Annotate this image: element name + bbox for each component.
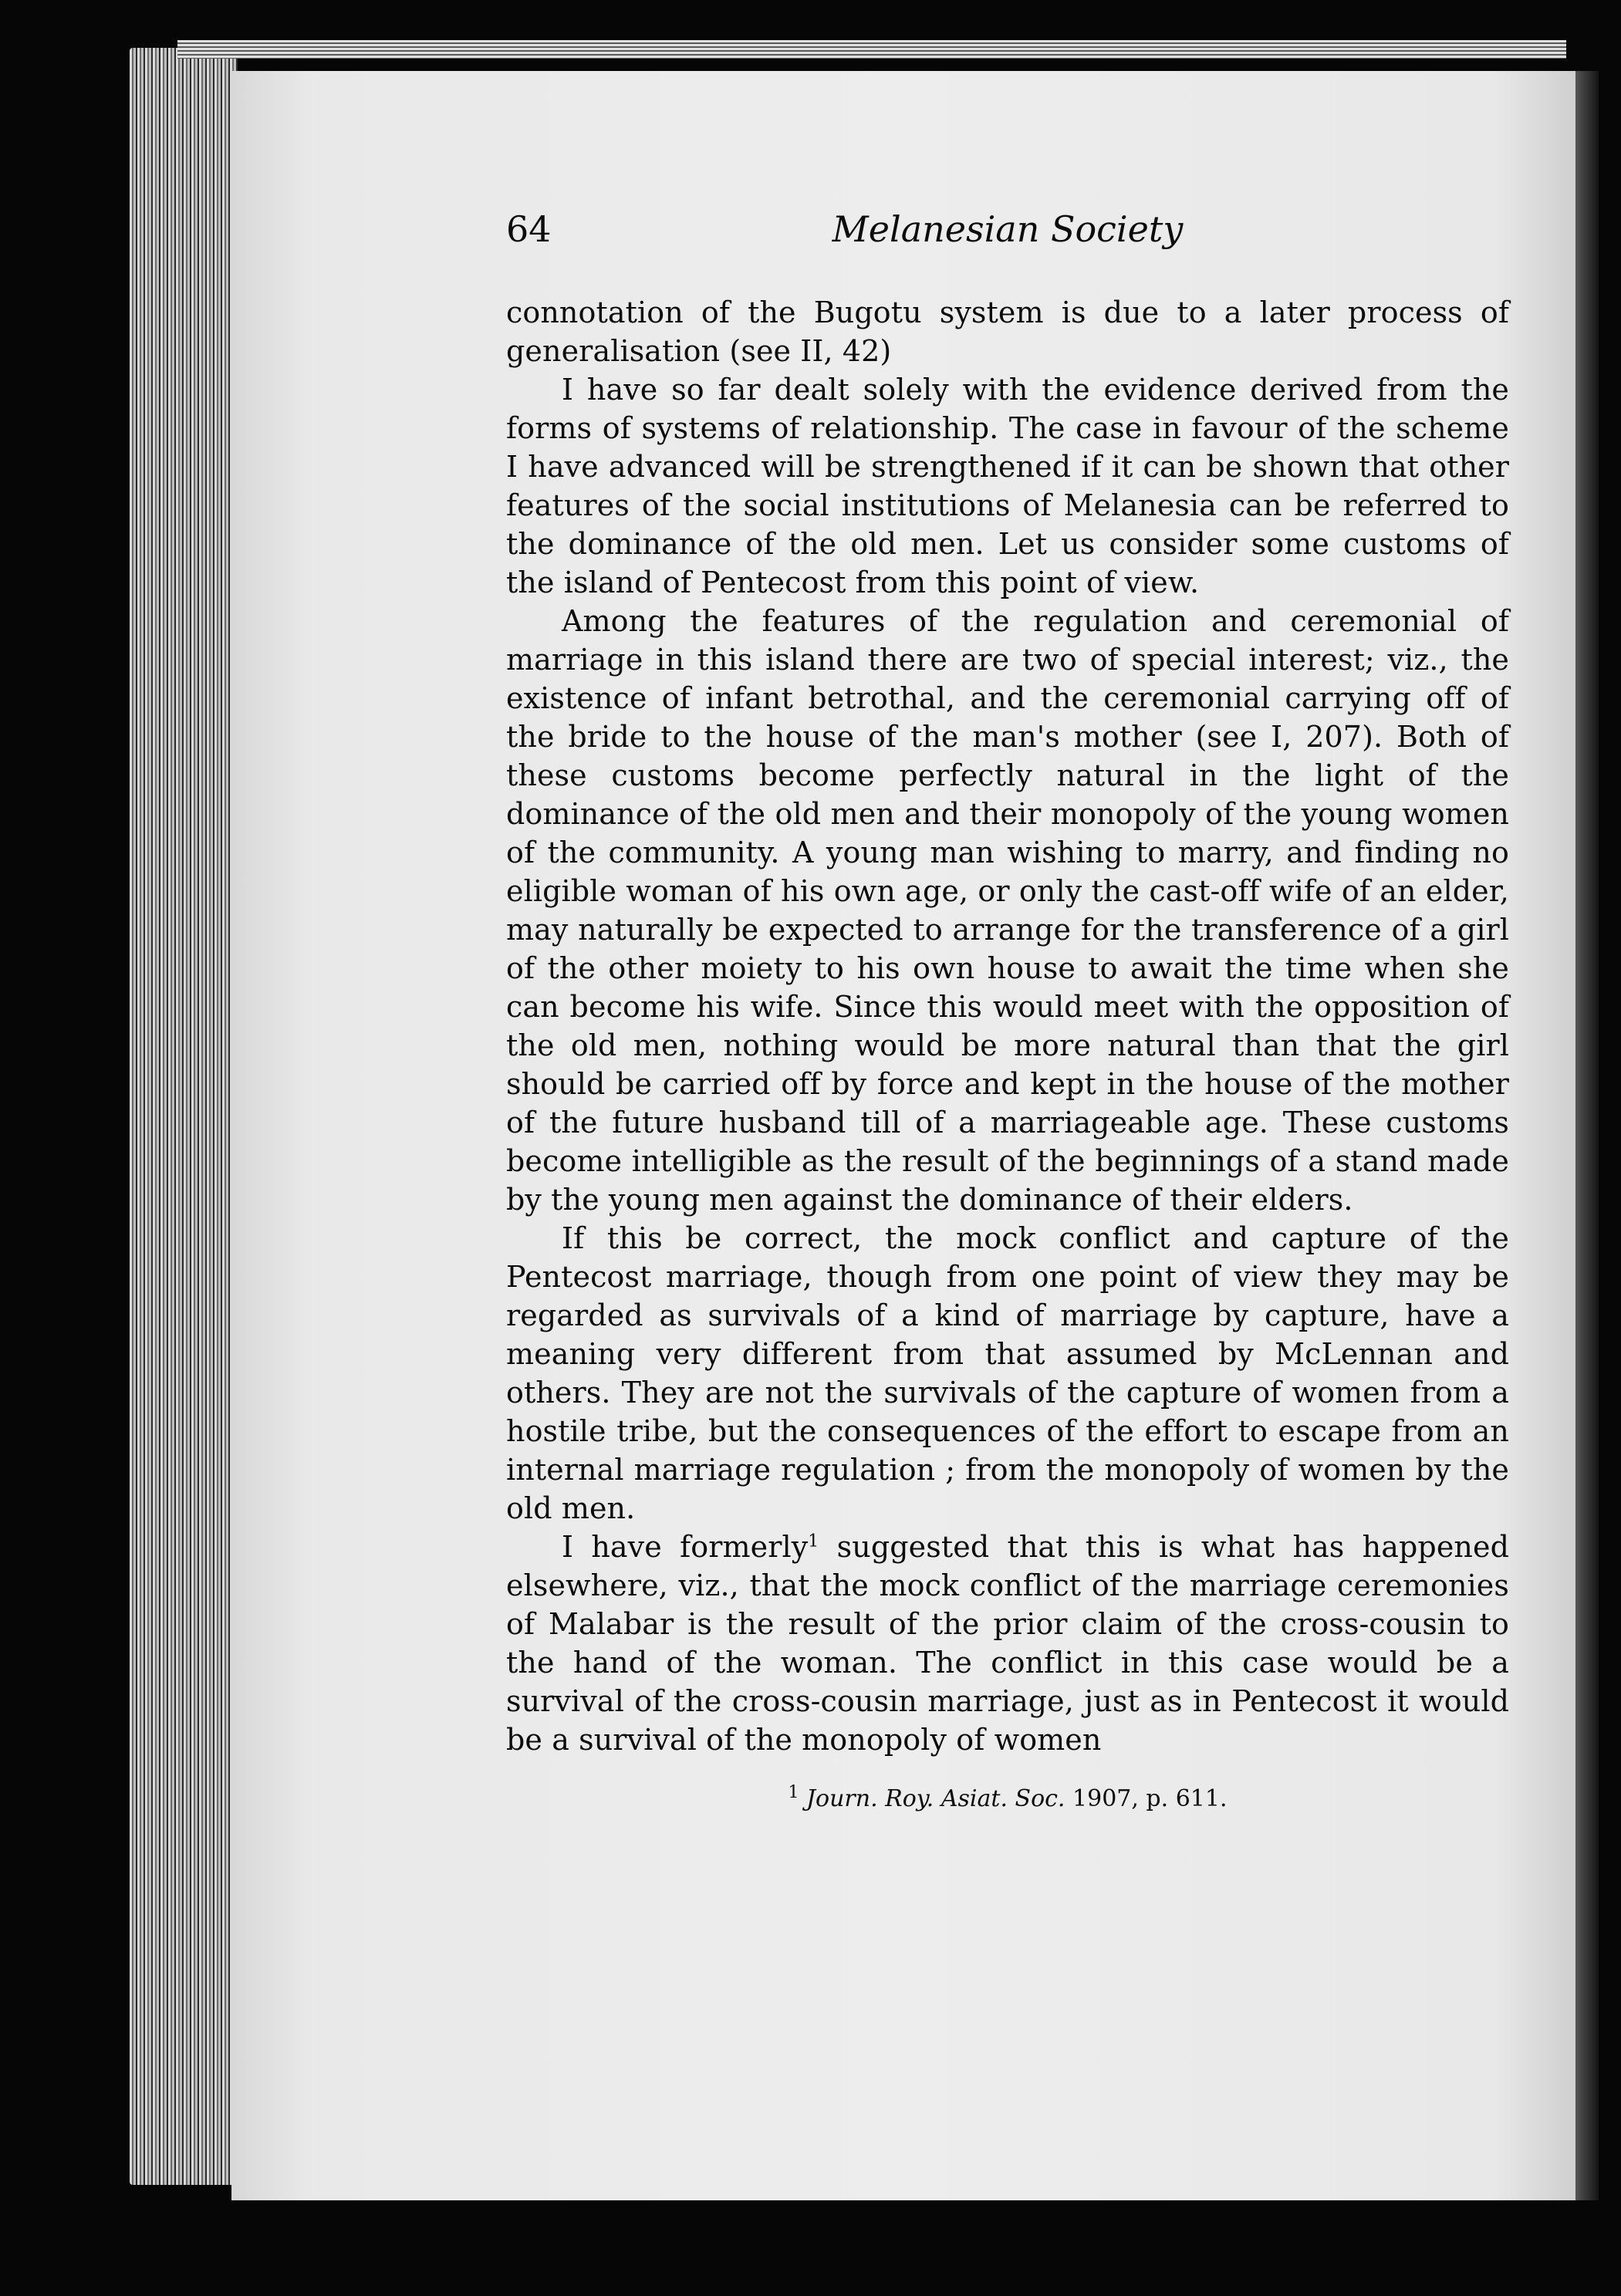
body-text (506, 293, 1509, 1759)
paragraph-2: I have so far dealt solely with the evidence derived from the forms of systems of relationship. The case in favour of the scheme I have advanced will be strengthened if it can be shown that other features of the social institutions of Melanesia can be referred to the dominance of the old men. Let us consider some customs of the island of Pentecost from this point of view. (506, 373, 1509, 599)
footnote-citation: Journ. Roy. Asiat. Soc. (806, 1785, 1065, 1812)
book-top-edges (177, 40, 1566, 59)
page-gutter-shadow (1575, 71, 1599, 2200)
footnote-reference: 1 (808, 1531, 819, 1551)
book-page-edges (130, 48, 238, 2185)
footnote-details: 1907, p. 611. (1072, 1785, 1228, 1812)
paragraph-1: connotation of the Bugotu system is due to a later process of generalisation (see II, 42) (506, 295, 1509, 368)
footnote (506, 1784, 1509, 1815)
paragraph-3: Among the features of the regulation and ceremonial of marriage in this island there are two of special interest; viz., the existence of infant betrothal, and the ceremonial carrying off of the bride to the house of the man's mother (see I, 207). Both of these customs become perfectly natural in the light of the dominance of the old men and their monopoly of the young women of the community. A young man wishing to marry, and finding no eligible woman of his own age, or only the cast-off wife of an elder, may naturally be expected to arrange for the transference of a girl of the other moiety to his own house to await the time when she can become his wife. Since this would meet with the opposition of the old men, nothing would be more natural than that the girl should be carried off by force and kept in the house of the mother of the future husband till of a marriageable age. These customs become intelligible as the result of the beginnings of a stand made by the young men against the dominance of their elders. (506, 604, 1509, 1217)
paragraph-4: If this be correct, the mock conflict and capture of the Pentecost marriage, though from one point of view they may be regarded as survivals of a kind of marriage by capture, have a meaning very different from that assumed by McLennan and others. They are not the survivals of the capture of women from a hostile tribe, but the consequences of the effort to escape from an internal marriage regulation ; from the monopoly of women by the old men. (506, 1221, 1509, 1525)
running-title: Melanesian Society (832, 208, 1184, 250)
page-number: 64 (506, 208, 552, 250)
paragraph-5-rest: suggested that this is what has happened elsewhere, viz., that the mock conflict of the marriage ceremonies of Malabar is the result of the prior claim of the cross-cousin to the hand of the woman. The conflict in this case would be a survival of the cross-cousin marriage, just as in Pentecost it would be a survival of the monopoly of women (506, 1530, 1510, 1757)
page-text-block (506, 208, 1509, 1815)
footnote-mark: 1 (788, 1783, 799, 1802)
running-head (506, 208, 1509, 262)
paragraph-5-start: I have formerly (562, 1530, 809, 1564)
paragraph-5 (506, 1528, 1509, 1759)
